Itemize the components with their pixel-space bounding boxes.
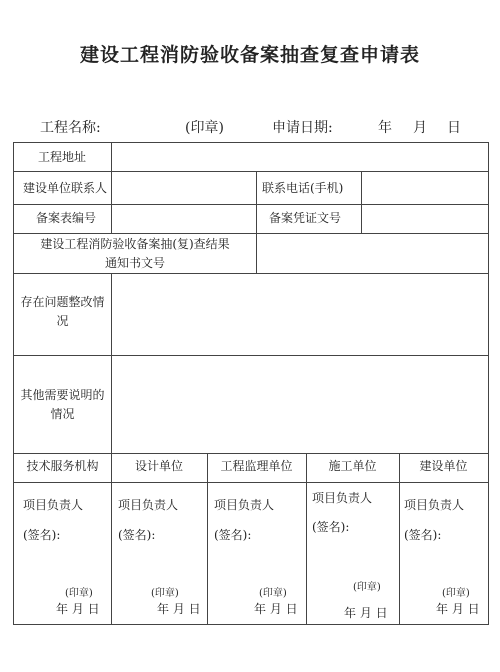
col-divider — [111, 453, 112, 625]
col-divider — [111, 143, 112, 233]
cert-no-field[interactable] — [364, 206, 486, 232]
issues-label — [14, 293, 111, 331]
record-no-label: 备案表编号 — [36, 211, 97, 225]
row-divider — [14, 233, 488, 234]
row-divider — [14, 482, 488, 483]
col-divider — [306, 453, 307, 625]
date-day: 日 — [447, 120, 461, 136]
unit-header: 工程监理单位 — [220, 459, 293, 473]
sign-name: (签名): — [404, 528, 442, 542]
sign-date: 年 月 日 — [436, 602, 480, 616]
sign-leader: 项目负责人 — [312, 491, 373, 505]
row-divider — [14, 453, 488, 454]
cert-no-label: 备案凭证文号 — [269, 211, 342, 225]
sign-name: (签名): — [118, 528, 156, 542]
other-label-line1: 其他需要说明的 — [20, 388, 105, 402]
sign-seal: (印章) — [65, 588, 93, 599]
sign-leader: 项目负责人 — [404, 498, 465, 512]
sign-date: 年 月 日 — [344, 606, 388, 620]
other-label — [14, 386, 111, 424]
col-divider — [111, 273, 112, 453]
unit-header: 建设单位 — [419, 459, 468, 473]
sign-name: (签名): — [214, 528, 252, 542]
form-title: 建设工程消防验收备案抽查复查申请表 — [79, 44, 420, 66]
record-no-field[interactable] — [114, 206, 254, 232]
row-divider — [14, 204, 488, 205]
phone-field[interactable] — [364, 173, 486, 203]
other-label-line2: 情况 — [50, 407, 75, 421]
sign-seal: (印章) — [259, 588, 287, 599]
sign-seal: (印章) — [442, 588, 470, 599]
unit-header: 施工单位 — [328, 459, 377, 473]
date-year: 年 — [378, 120, 392, 136]
sign-leader: 项目负责人 — [118, 498, 179, 512]
sign-name: (签名): — [312, 520, 350, 534]
application-form-table — [13, 142, 489, 625]
col-divider — [399, 453, 400, 625]
result-label-line1: 建设工程消防验收备案抽(复)查结果 — [40, 237, 230, 251]
issues-label-line2: 况 — [56, 314, 69, 328]
sign-date: 年 月 日 — [56, 602, 100, 616]
contact-field[interactable] — [114, 173, 254, 203]
apply-date-label: 申请日期: — [272, 120, 333, 136]
row-divider — [14, 273, 488, 274]
result-label — [14, 235, 256, 273]
row-divider — [14, 355, 488, 356]
sign-date: 年 月 日 — [157, 602, 201, 616]
result-no-field[interactable] — [259, 235, 486, 271]
sign-name: (签名): — [23, 528, 61, 542]
address-label: 工程地址 — [38, 150, 87, 164]
header-seal: (印章) — [185, 120, 224, 136]
sign-date: 年 月 日 — [254, 602, 298, 616]
result-label-line2: 通知书文号 — [104, 256, 165, 270]
project-name-label: 工程名称: — [40, 120, 101, 136]
col-divider — [256, 171, 257, 233]
phone-label: 联系电话(手机) — [262, 181, 344, 195]
row-divider — [14, 171, 488, 172]
sign-seal: (印章) — [353, 582, 381, 593]
address-field[interactable] — [114, 144, 486, 170]
sign-leader: 项目负责人 — [23, 498, 84, 512]
col-divider — [361, 171, 362, 233]
sign-leader: 项目负责人 — [214, 498, 275, 512]
unit-header: 设计单位 — [134, 459, 183, 473]
col-divider — [256, 233, 257, 273]
other-field[interactable] — [114, 358, 486, 451]
col-divider — [207, 453, 208, 625]
contact-label: 建设单位联系人 — [23, 181, 108, 195]
issues-label-line1: 存在问题整改情 — [20, 295, 105, 309]
date-month: 月 — [413, 120, 427, 136]
sign-seal: (印章) — [151, 588, 179, 599]
issues-field[interactable] — [114, 276, 486, 352]
unit-header: 技术服务机构 — [26, 459, 99, 473]
